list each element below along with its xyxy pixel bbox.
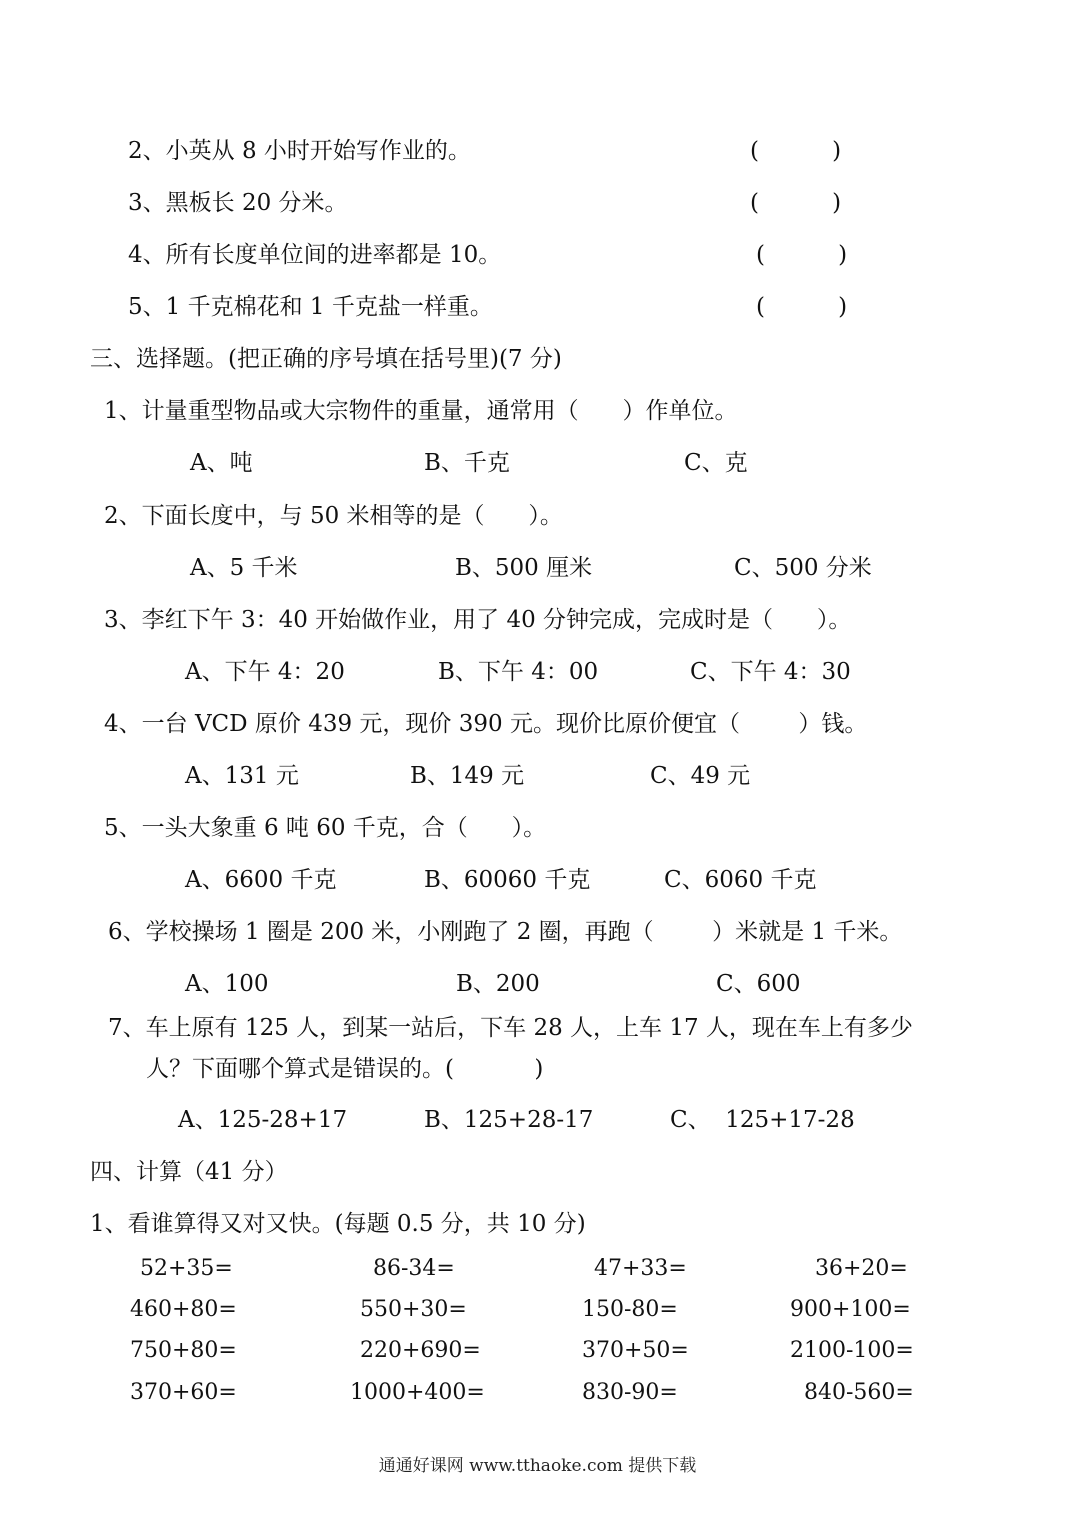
- calc-problem: 840-560=: [804, 1380, 914, 1405]
- calc-problem: 36+20=: [815, 1256, 908, 1281]
- choice-question-3: 3、李红下午 3：40 开始做作业，用了 40 分钟完成，完成时是（ ）。: [104, 607, 852, 633]
- choice-q5-option-a: A、6600 千克: [185, 867, 337, 893]
- judge-item-2: 2、小英从 8 小时开始写作业的。: [128, 138, 471, 164]
- choice-q1-option-c: C、克: [684, 450, 748, 476]
- choice-q3-option-b: B、下午 4：00: [438, 659, 599, 685]
- choice-question-6: 6、学校操场 1 圈是 200 米，小刚跑了 2 圈，再跑（ ）米就是 1 千米。: [108, 919, 903, 945]
- calc-problem: 150-80=: [582, 1297, 678, 1322]
- choice-q3-option-a: A、下午 4：20: [185, 659, 345, 685]
- calc-problem: 370+50=: [582, 1338, 689, 1363]
- calc-problem: 460+80=: [130, 1297, 237, 1322]
- choice-q6-option-b: B、200: [456, 971, 540, 997]
- calc-subheading: 1、看谁算得又对又快。(每题 0.5 分，共 10 分): [90, 1211, 586, 1237]
- choice-q7-option-a: A、125-28+17: [178, 1107, 348, 1133]
- calc-section-heading: 四、计算（41 分）: [90, 1159, 288, 1185]
- judge-item-5: 5、1 千克棉花和 1 千克盐一样重。: [128, 294, 493, 320]
- choice-q1-option-b: B、千克: [424, 450, 510, 476]
- choice-section-heading: 三、选择题。(把正确的序号填在括号里)(7 分): [90, 346, 562, 372]
- calc-problem: 1000+400=: [350, 1380, 485, 1405]
- choice-q4-option-c: C、49 元: [650, 763, 751, 789]
- choice-q7-option-b: B、125+28-17: [424, 1107, 594, 1133]
- calc-problem: 550+30=: [360, 1297, 467, 1322]
- judge-answer-paren-3: ( ): [750, 190, 842, 216]
- choice-q2-option-c: C、500 分米: [734, 555, 872, 581]
- choice-q3-option-c: C、下午 4：30: [690, 659, 851, 685]
- judge-item-4: 4、所有长度单位间的进率都是 10。: [128, 242, 502, 268]
- choice-question-7: 7、车上原有 125 人，到某一站后，下车 28 人，上车 17 人，现在车上有多少: [108, 1015, 913, 1041]
- choice-q6-option-a: A、100: [185, 971, 269, 997]
- calc-problem: 750+80=: [130, 1338, 237, 1363]
- choice-q7-option-c: C、 125+17-28: [670, 1107, 855, 1133]
- judge-answer-paren-2: ( ): [750, 138, 842, 164]
- choice-question-5: 5、一头大象重 6 吨 60 千克，合（ ）。: [104, 815, 547, 841]
- choice-q1-option-a: A、吨: [190, 450, 253, 476]
- choice-q2-option-b: B、500 厘米: [455, 555, 593, 581]
- choice-q6-option-c: C、600: [716, 971, 801, 997]
- choice-question-2: 2、下面长度中，与 50 米相等的是（ ）。: [104, 503, 563, 529]
- judge-answer-paren-4: ( ): [756, 242, 848, 268]
- calc-problem: 86-34=: [373, 1256, 455, 1281]
- choice-q5-option-b: B、60060 千克: [424, 867, 591, 893]
- calc-problem: 47+33=: [594, 1256, 687, 1281]
- choice-q5-option-c: C、6060 千克: [664, 867, 817, 893]
- choice-q2-option-a: A、5 千米: [190, 555, 298, 581]
- judge-item-3: 3、黑板长 20 分米。: [128, 190, 348, 216]
- choice-q4-option-a: A、131 元: [185, 763, 299, 789]
- choice-question-4: 4、一台 VCD 原价 439 元，现价 390 元。现价比原价便宜（ ）钱。: [104, 711, 868, 737]
- calc-problem: 370+60=: [130, 1380, 237, 1405]
- calc-problem: 900+100=: [790, 1297, 911, 1322]
- calc-problem: 830-90=: [582, 1380, 678, 1405]
- choice-q4-option-b: B、149 元: [410, 763, 525, 789]
- footer-source-credit: 通通好课网 www.tthaoke.com 提供下载: [378, 1456, 697, 1476]
- calc-problem: 220+690=: [360, 1338, 481, 1363]
- calc-problem: 2100-100=: [790, 1338, 914, 1363]
- choice-question-1: 1、计量重型物品或大宗物件的重量，通常用（ ）作单位。: [104, 398, 738, 424]
- calc-problem: 52+35=: [140, 1256, 233, 1281]
- judge-answer-paren-5: ( ): [756, 294, 848, 320]
- choice-question-7-continued: 人？下面哪个算式是错误的。( ): [146, 1056, 544, 1082]
